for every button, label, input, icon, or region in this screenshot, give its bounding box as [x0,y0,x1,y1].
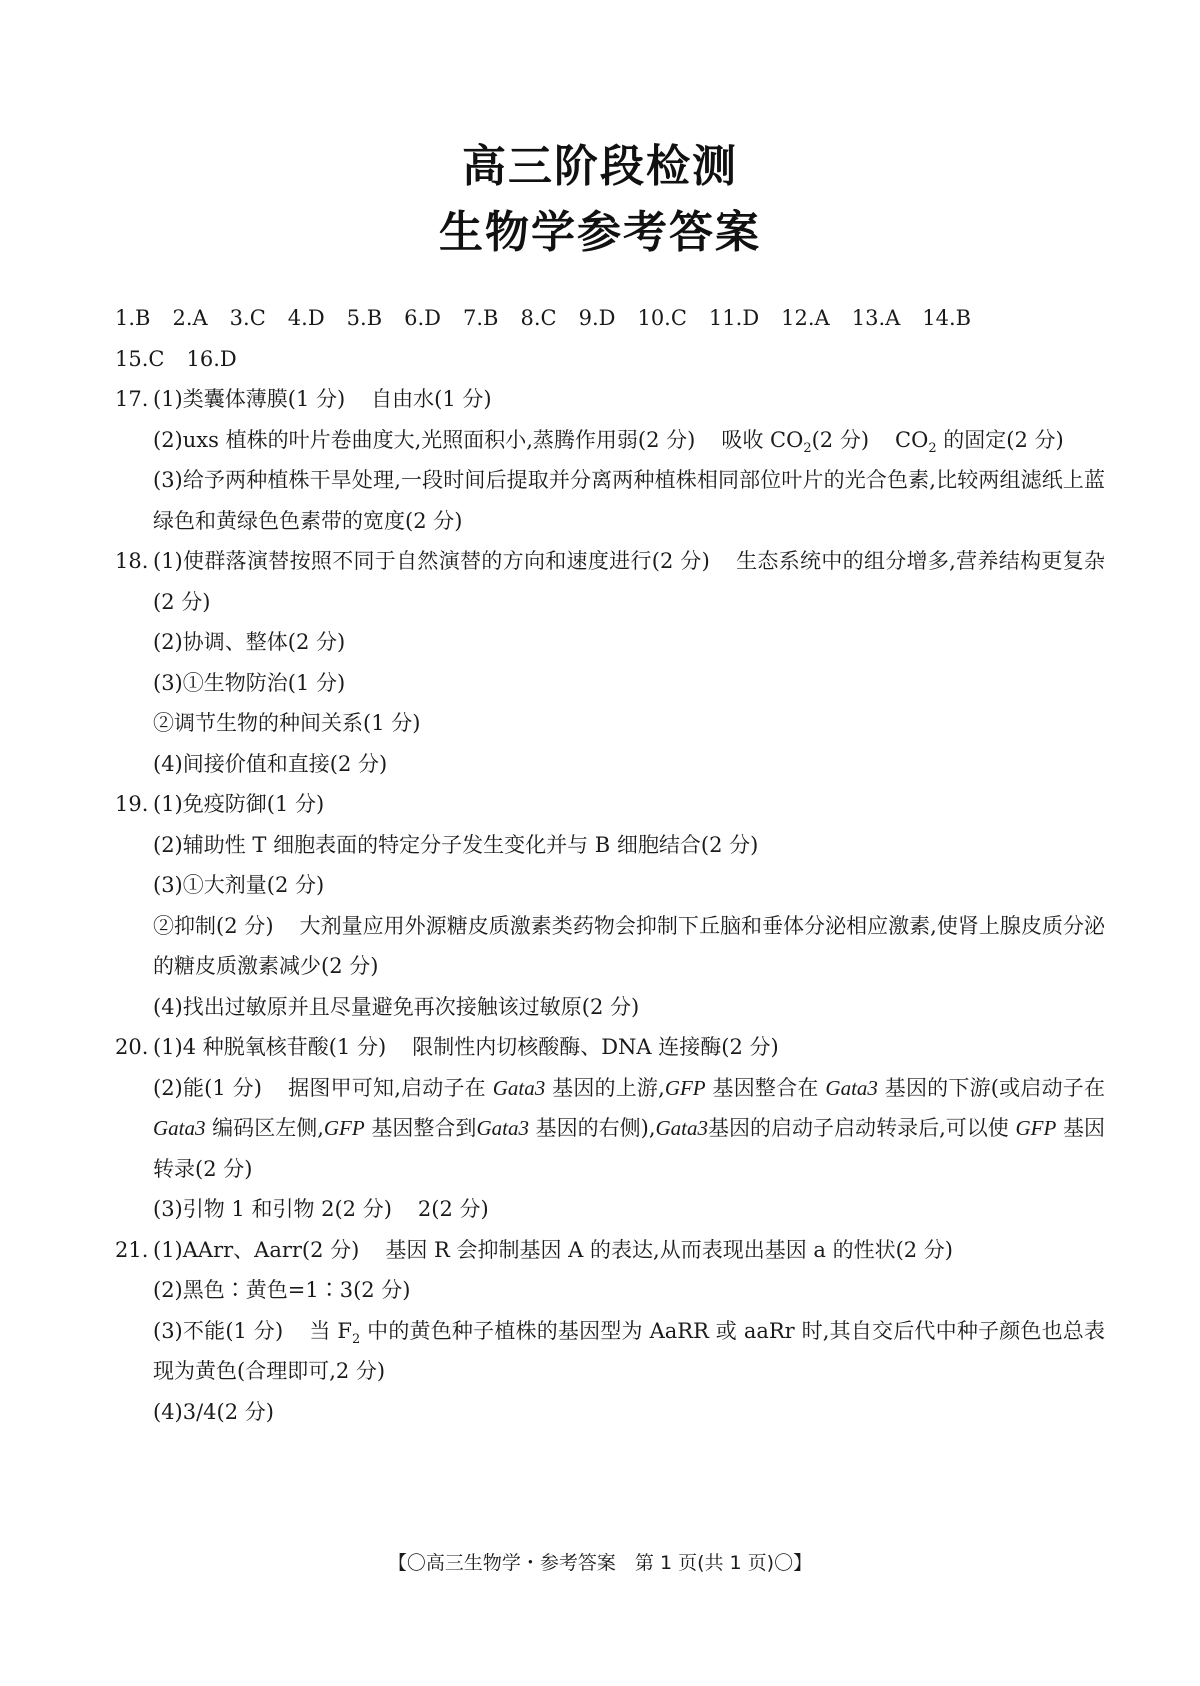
gene-name: GFP [664,1075,706,1100]
answer-line: (3)①生物防治(1 分) [153,670,346,695]
question-19 [115,784,1105,1027]
question-21 [115,1230,1105,1433]
answer-line: (3)①大剂量(2 分) [153,873,325,897]
document-subtitle: 生物学参考答案 [439,207,761,258]
answer-text: 基因整合在 [705,1075,826,1100]
answer-line [153,1311,1105,1392]
answer-line [153,1068,1105,1190]
answer-text: (2 分) [811,427,870,452]
answer-line [153,379,1105,420]
question-20 [115,1027,1105,1230]
answer-text: ②抑制(2 分) [153,913,274,938]
answer-text: 自由水(1 分) [371,387,492,411]
question-number: 21. [115,1237,149,1262]
answer-line: (2)黑色∶黄色=1∶3(2 分) [153,1278,411,1302]
answer-text: 基因 R 会抑制基因 A 的表达,从而表现出基因 a 的性状(2 分) [385,1237,953,1262]
answer-text: 基因的启动子启动转录后,可以使 [708,1116,1016,1140]
subscript: 2 [803,440,812,456]
choice-answer: 11.D [708,306,760,330]
answer-content [115,298,1105,1432]
gene-name: GFP [323,1116,365,1140]
question-number: 18. [115,549,149,573]
choice-answer: 3.C [229,306,266,330]
answer-line [153,1027,1105,1068]
answer-text: (1)AArr、Aarr(2 分) [153,1237,360,1262]
answer-text: 当 F [309,1318,352,1343]
choice-answer: 10.C [637,306,687,330]
answer-text: 基因的上游, [545,1075,665,1100]
question-number: 20. [115,1035,149,1059]
answer-line [153,541,1105,622]
subscript: 2 [928,440,937,456]
answer-text: 吸收 CO [721,427,804,452]
choice-answer: 12.A [781,306,830,330]
answer-line: ②调节生物的种间关系(1 分) [153,711,421,735]
answer-text: 限制性内切核酸酶、DNA 连接酶(2 分) [412,1035,779,1059]
choice-answer: 16.D [186,346,237,371]
choice-answer: 8.C [520,306,557,330]
answer-text: 大剂量应用外源糖皮质激素类药物会抑制下丘脑和垂体分泌相应激素,使肾上腺皮质分泌的糖皮质激素减少(2 分) [153,913,1106,978]
choice-answer: 15.C [115,346,165,371]
gene-name: Gata3 [825,1075,878,1100]
gene-name: Gata3 [476,1116,529,1140]
choice-answer: 5.B [346,306,383,330]
answer-text: 基因整合到 [364,1116,477,1140]
choice-answer: 14.B [922,306,972,330]
answer-text: 的固定(2 分) [936,427,1064,452]
answer-text: 据图甲可知,启动子在 [287,1075,493,1100]
question-18 [115,541,1105,784]
choice-answer: 4.D [287,306,325,330]
answer-text: 基因的下游(或启动子在 [877,1075,1105,1100]
answer-line: (1)免疫防御(1 分) [153,792,325,816]
gene-name: Gata3 [153,1116,206,1140]
answer-text: (2)uxs 植株的叶片卷曲度大,光照面积小,蒸腾作用弱(2 分) [153,427,696,452]
answer-text: 基因转录(2 分) [153,1116,1105,1181]
question-number: 19. [115,792,149,816]
question-17 [115,379,1105,541]
choice-answer: 2.A [172,306,208,330]
answer-line: (2)协调、整体(2 分) [153,630,346,654]
answer-text: (1)类囊体薄膜(1 分) [153,387,346,411]
choice-answer: 13.A [851,306,901,330]
answer-line [153,420,1105,461]
answer-line: (4)3/4(2 分) [153,1399,274,1424]
choice-answers-row-1 [115,298,1105,339]
choice-answer: 1.B [115,306,151,330]
answer-line: (4)找出过敏原并且尽量避免再次接触该过敏原(2 分) [153,994,640,1019]
answer-line: (4)间接价值和直接(2 分) [153,751,388,776]
answer-text: (3)不能(1 分) [153,1318,284,1343]
gene-name: GFP [1015,1116,1057,1140]
gene-name: Gata3 [492,1075,546,1100]
answer-text: 中的黄色种子植株的基因型为 AaRR 或 aaRr 时,其自交后代中种子颜色也总表现为黄色(合理即可,2 分) [153,1318,1106,1383]
answer-line [153,906,1105,987]
answer-text: (2)能(1 分) [153,1075,262,1100]
choice-answers-row-2 [115,339,1105,380]
choice-answer: 9.D [578,306,616,330]
answer-text: CO [895,427,929,452]
page-footer: 【〇高三生物学・参考答案 第 1 页(共 1 页)〇】 [387,1552,813,1574]
gene-name: Gata3 [655,1116,709,1140]
answer-text: 编码区左侧, [205,1116,324,1140]
answer-text: (3)引物 1 和引物 2(2 分) [153,1197,392,1221]
document-title: 高三阶段检测 [462,141,738,192]
answer-line: (2)辅助性 T 细胞表面的特定分子发生变化并与 B 细胞结合(2 分) [153,832,759,857]
subscript: 2 [352,1331,361,1347]
choice-answer: 7.B [463,306,499,330]
answer-text: 生态系统中的组分增多,营养结构更复杂(2 分) [153,549,1105,614]
choice-answer: 6.D [404,306,441,330]
question-number: 17. [115,387,149,411]
answer-text: 基因的右侧), [528,1116,656,1140]
answer-text: (1)使群落演替按照不同于自然演替的方向和速度进行(2 分) [153,549,710,573]
answer-line [153,1230,1105,1271]
answer-text: (1)4 种脱氧核苷酸(1 分) [153,1035,387,1059]
answer-line: (3)给予两种植株干旱处理,一段时间后提取并分离两种植株相同部位叶片的光合色素,比较两组滤纸上蓝绿色和黄绿色色素带的宽度(2 分) [153,468,1105,533]
answer-text: 2(2 分) [417,1197,489,1221]
answer-line [153,1189,1105,1230]
